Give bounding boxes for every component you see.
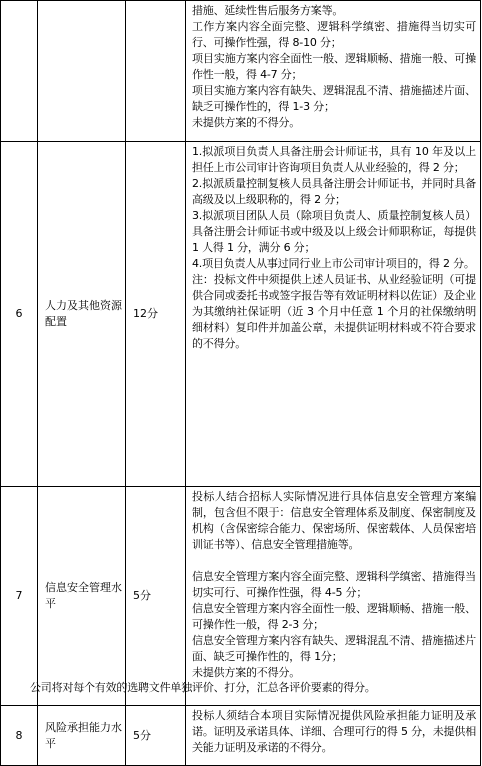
cell-item xyxy=(38,1,126,142)
criteria-line: 工作方案内容全面完整、逻辑科学缜密、措施得当切实可行、可操作性强，得 8-10 分； xyxy=(192,20,476,49)
criteria-line: 项目实施方案内容有缺失、逻辑混乱不清、措施描述片面、缺乏可操作性的，得 1-3 分； xyxy=(192,84,476,113)
cell-criteria xyxy=(186,1,481,142)
criteria-note: 注：投标文件中须提供上述人员证书、从业经验证明（可提供合同或委托书或签字报告等有效证明材料以佐证）及企业为其缴纳社保证明（近 3 个月中任意 1 个月的社保缴纳明细材料）复印件并加盖公章，未提供证明材料或不符合要求的不得分。 xyxy=(192,273,476,350)
criteria-line: 信息安全管理方案内容全面完整、逻辑科学缜密、措施得当切实可行、可操作性强，得 4-5 分； xyxy=(192,570,476,599)
cell-item: 风险承担能力水平 xyxy=(38,706,126,766)
cell-criteria xyxy=(186,487,481,706)
criteria-line: 措施、延续性售后服务方案等。 xyxy=(192,4,344,17)
cell-score: 12分 xyxy=(126,142,186,487)
cell-score: 5分 xyxy=(126,706,186,766)
cell-num: 6 xyxy=(1,142,38,487)
cell-item: 人力及其他资源配置 xyxy=(38,142,126,487)
criteria-line: 1.拟派项目负责人具备注册会计师证书，具有 10 年及以上担任上市公司审计咨询项目负责人从业经验的，得 2 分； xyxy=(192,145,476,174)
table-row-6 xyxy=(1,142,481,487)
cell-item: 信息安全管理水平 xyxy=(38,487,126,706)
cell-num xyxy=(1,1,38,142)
footer-note: 公司将对每个有效的选聘文件单独评价、打分，汇总各评价要素的得分。 xyxy=(30,681,376,694)
cell-score: 5分 xyxy=(126,487,186,706)
criteria-line: 投标人须结合本项目实际情况提供风险承担能力证明及承诺。证明及承诺具体、详细、合理可行的得 5 分，未提供相关能力证明及承诺的不得分。 xyxy=(192,709,476,754)
criteria-line: 项目实施方案内容全面性一般、逻辑顺畅、措施一般、可操作性一般，得 4-7 分； xyxy=(192,52,476,81)
criteria-line: 信息安全管理方案内容全面性一般、逻辑顺畅、措施一般、可操作性一般，得 2-3 分； xyxy=(192,602,476,631)
criteria-line: 4.项目负责人从事过同行业上市公司审计项目的，得 2 分。 xyxy=(192,257,475,270)
criteria-line: 信息安全管理方案内容有缺失、逻辑混乱不清、措施描述片面、缺乏可操作性的，得 1分； xyxy=(192,634,476,663)
cell-criteria xyxy=(186,706,481,766)
cell-num: 7 xyxy=(1,487,38,706)
table-row-8 xyxy=(1,706,481,766)
criteria-line: 3.拟派项目团队人员（除项目负责人、质量控制复核人员）具备注册会计师证书或中级及以上级会计师职称证，每提供 1 人得 1 分，满分 6 分； xyxy=(192,209,476,254)
criteria-line: 投标人结合招标人实际情况进行具体信息安全管理方案编制，包含但不限于：信息安全管理体系及制度、保密制度及机构（含保密综合能力、保密场所、保密载体、人员保密培训证书等）、信息安全管理措施等。 xyxy=(192,490,476,551)
criteria-line: 2.拟派质量控制复核人员具备注册会计师证书，并同时具备高级及以上级职称的，得 2 分； xyxy=(192,177,476,206)
criteria-line: 未提供方案的不得分。 xyxy=(192,666,300,679)
table-row-continued xyxy=(1,1,481,142)
cell-criteria xyxy=(186,142,481,487)
criteria-line: 未提供方案的不得分。 xyxy=(192,116,300,129)
cell-num: 8 xyxy=(1,706,38,766)
table-row-7 xyxy=(1,487,481,706)
cell-score xyxy=(126,1,186,142)
